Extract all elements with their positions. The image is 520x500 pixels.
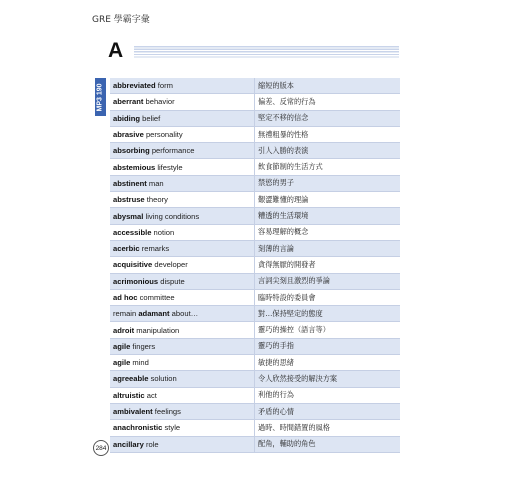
mp3-track-tab[interactable] [95, 78, 106, 116]
phrase-suffix: belief [140, 113, 161, 123]
phrase-keyword: anachronistic [113, 423, 163, 433]
vocab-row [110, 143, 400, 159]
vocab-phrase [110, 306, 255, 322]
phrase-suffix: mind [130, 358, 149, 368]
vocab-row [110, 159, 400, 175]
vocab-row [110, 436, 400, 452]
vocab-translation: 糟透的生活環境 [255, 208, 401, 224]
phrase-suffix: role [143, 439, 159, 449]
vocab-row [110, 338, 400, 354]
phrase-keyword: acerbic [113, 244, 140, 254]
vocab-phrase [110, 94, 255, 110]
vocab-translation: 過時、時間錯置的風格 [255, 420, 401, 436]
vocab-phrase [110, 436, 255, 452]
phrase-keyword: ambivalent [113, 407, 153, 417]
vocab-phrase [110, 208, 255, 224]
phrase-keyword: absorbing [113, 146, 150, 156]
phrase-suffix: living conditions [143, 211, 200, 221]
vocab-row [110, 78, 400, 94]
section-letter-rule [134, 46, 399, 58]
phrase-keyword: agreeable [113, 374, 149, 384]
vocab-translation: 貪得無厭的開發者 [255, 257, 401, 273]
vocab-translation: 臨時特設的委員會 [255, 289, 401, 305]
vocab-row [110, 420, 400, 436]
phrase-keyword: adamant [138, 309, 170, 319]
phrase-keyword: abstruse [113, 195, 145, 205]
vocab-row [110, 257, 400, 273]
section-letter-heading: A [108, 39, 124, 62]
vocab-row [110, 403, 400, 419]
vocab-translation: 偏差、反常的行為 [255, 94, 401, 110]
phrase-suffix: act [144, 390, 157, 400]
phrase-suffix: notion [151, 227, 175, 237]
vocab-row [110, 387, 400, 403]
vocab-row [110, 273, 400, 289]
vocab-translation: 無禮粗暴的性格 [255, 126, 401, 142]
phrase-suffix: solution [148, 374, 177, 384]
vocab-translation: 容易理解的概念 [255, 224, 401, 240]
vocab-translation: 言詞尖刻且激烈的爭論 [255, 273, 401, 289]
vocab-phrase [110, 371, 255, 387]
vocab-translation: 對…保持堅定的態度 [255, 306, 401, 322]
vocab-translation: 艱澀難懂的理論 [255, 192, 401, 208]
vocab-translation: 靈巧的手指 [255, 338, 401, 354]
phrase-keyword: adroit [113, 325, 135, 335]
phrase-keyword: abysmal [113, 211, 144, 221]
phrase-suffix: about… [169, 309, 199, 319]
phrase-suffix: dispute [158, 276, 185, 286]
vocab-phrase [110, 289, 255, 305]
vocab-phrase [110, 192, 255, 208]
vocab-translation: 配角，輔助的角色 [255, 436, 401, 452]
phrase-keyword: acquisitive [113, 260, 153, 270]
vocab-translation: 靈巧的操控（語言等） [255, 322, 401, 338]
vocab-phrase [110, 126, 255, 142]
vocab-translation: 刻薄的言論 [255, 240, 401, 256]
vocab-phrase [110, 159, 255, 175]
vocab-row [110, 306, 400, 322]
vocab-row [110, 192, 400, 208]
phrase-keyword: abstinent [113, 178, 147, 188]
vocab-translation: 令人欣然接受的解決方案 [255, 371, 401, 387]
phrase-suffix: performance [149, 146, 195, 156]
phrase-suffix: behavior [143, 97, 175, 107]
phrase-keyword: aberrant [113, 97, 144, 107]
phrase-keyword: agile [113, 358, 131, 368]
phrase-suffix: remarks [139, 244, 170, 254]
phrase-suffix: fingers [130, 341, 156, 351]
phrase-keyword: abrasive [113, 130, 144, 140]
vocab-phrase [110, 338, 255, 354]
vocab-phrase [110, 403, 255, 419]
phrase-keyword: accessible [113, 227, 152, 237]
vocab-phrase [110, 420, 255, 436]
phrase-prefix: remain [113, 309, 139, 319]
phrase-keyword: abstemious [113, 162, 156, 172]
vocab-translation: 利他的行為 [255, 387, 401, 403]
vocab-row [110, 322, 400, 338]
vocab-row [110, 355, 400, 371]
vocab-row [110, 240, 400, 256]
phrase-keyword: abiding [113, 113, 140, 123]
phrase-suffix: personality [143, 130, 183, 140]
vocab-phrase [110, 224, 255, 240]
vocab-translation: 縮短的版本 [255, 78, 401, 94]
vocab-translation: 敏捷的思緒 [255, 355, 401, 371]
vocab-phrase [110, 78, 255, 94]
phrase-suffix: theory [144, 195, 168, 205]
vocab-row [110, 110, 400, 126]
phrase-keyword: abbreviated [113, 81, 156, 91]
phrase-suffix: committee [137, 293, 175, 302]
vocab-phrase [110, 322, 255, 338]
vocab-phrase [110, 257, 255, 273]
phrase-keyword: altruistic [113, 390, 145, 400]
page-number: 284 [93, 440, 109, 456]
page-header-title: GRE 學霸字彙 [92, 15, 150, 25]
phrase-keyword: agile [113, 341, 131, 351]
vocab-phrase [110, 110, 255, 126]
vocab-translation: 引人入勝的表演 [255, 143, 401, 159]
vocab-row [110, 175, 400, 191]
phrase-suffix: form [155, 81, 173, 91]
vocab-phrase [110, 240, 255, 256]
vocab-row [110, 371, 400, 387]
vocab-row [110, 94, 400, 110]
vocab-phrase [110, 143, 255, 159]
phrase-keyword: acrimonious [113, 276, 159, 286]
phrase-suffix: lifestyle [155, 162, 183, 172]
vocab-row [110, 208, 400, 224]
vocab-phrase [110, 387, 255, 403]
mp3-track-label: MP3 190 [97, 82, 104, 112]
vocab-row [110, 224, 400, 240]
phrase-suffix: style [162, 423, 181, 433]
phrase-suffix: developer [152, 260, 188, 270]
phrase-suffix: manipulation [134, 325, 180, 335]
vocab-phrase [110, 273, 255, 289]
phrase-keyword: ancillary [113, 439, 144, 449]
phrase-suffix: feelings [152, 407, 181, 417]
vocab-phrase [110, 175, 255, 191]
vocab-translation: 矛盾的心情 [255, 403, 401, 419]
vocab-translation: 堅定不移的信念 [255, 110, 401, 126]
vocab-row [110, 126, 400, 142]
vocab-translation: 禁慾的男子 [255, 175, 401, 191]
vocab-translation: 飲食節制的生活方式 [255, 159, 401, 175]
vocab-phrase [110, 355, 255, 371]
phrase-keyword: ad hoc [113, 293, 138, 302]
vocab-row [110, 289, 400, 305]
phrase-suffix: man [146, 178, 164, 188]
vocabulary-table [110, 78, 400, 453]
vocabulary-table-body [110, 78, 400, 452]
